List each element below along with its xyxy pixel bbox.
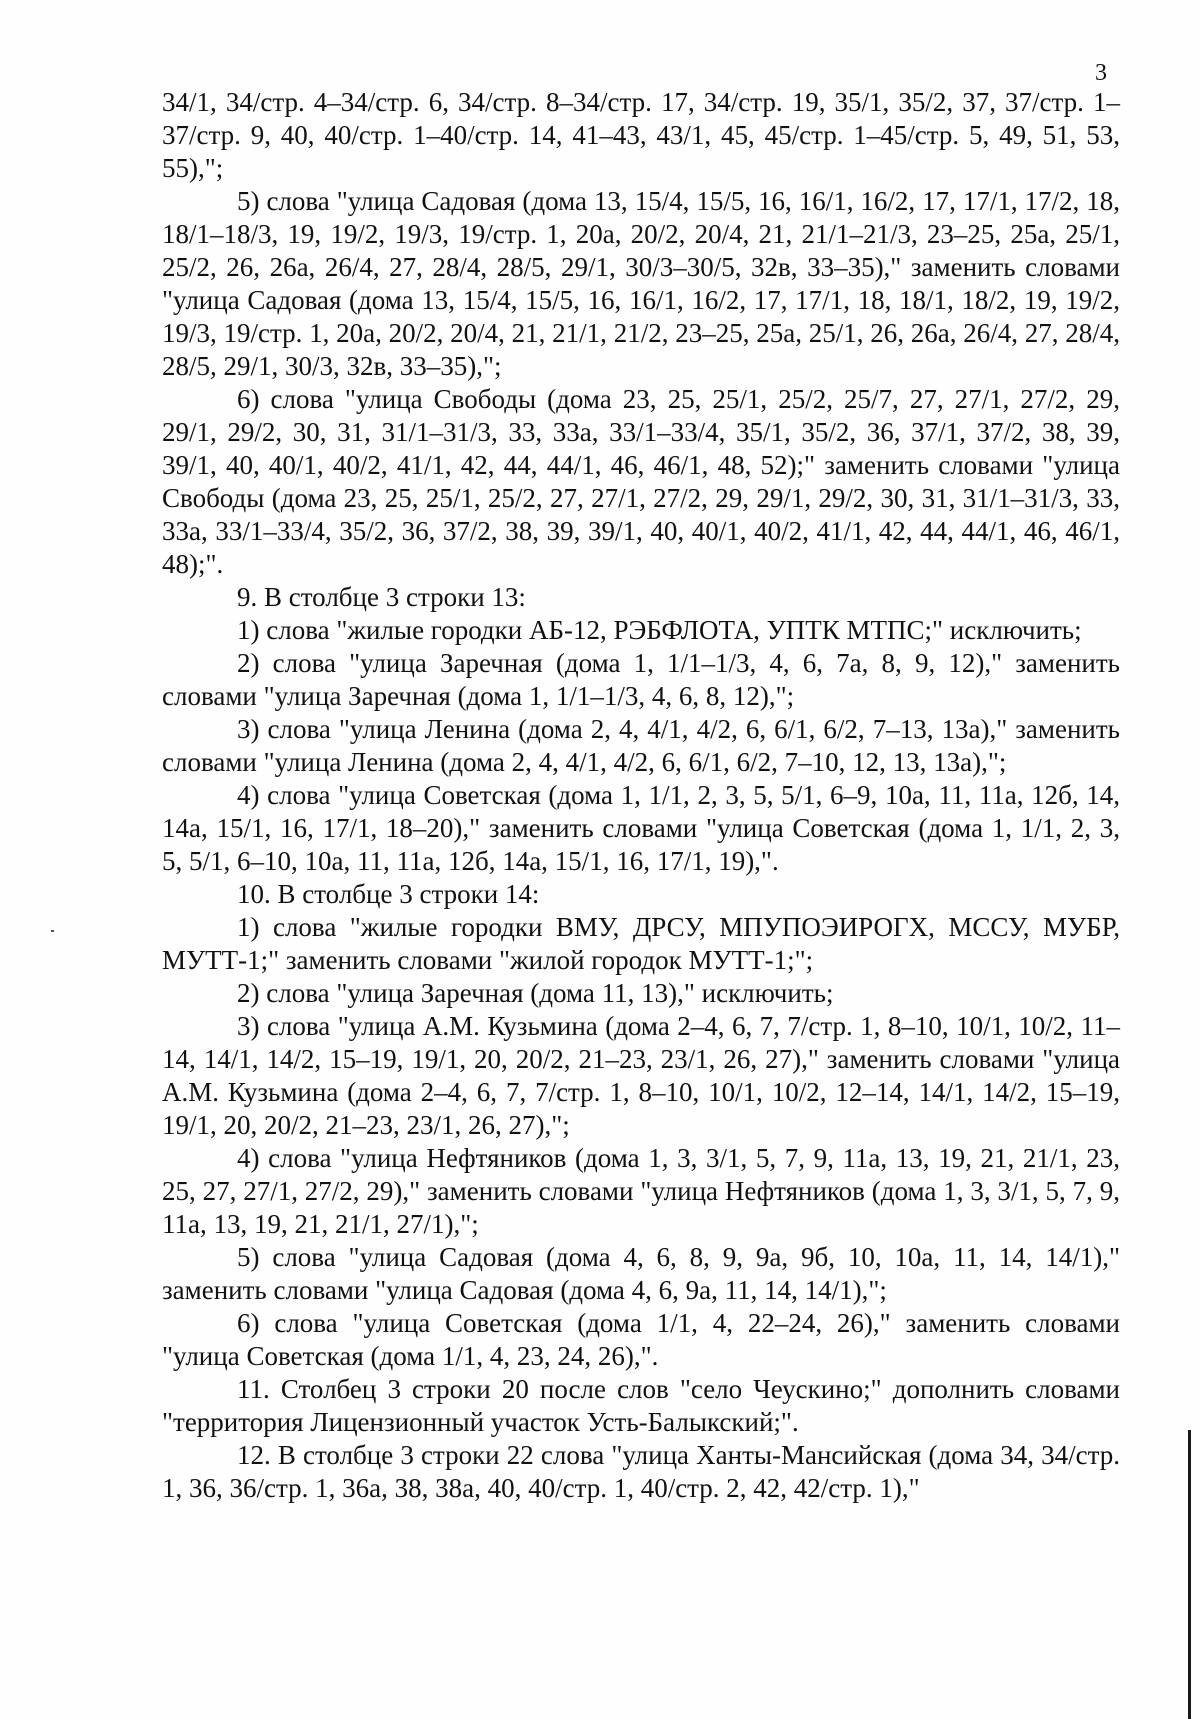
paragraph: 2) слова "улица Заречная (дома 1, 1/1–1/3, 4, 6, 7а, 8, 9, 12)," заменить словами "улица Заречная (дома 1, 1/1–1/3, 4, 6, 8, 12),";	[162, 648, 1120, 711]
page-number: 3	[1095, 60, 1107, 86]
paragraph: 1) слова "жилые городки АБ-12, РЭБФЛОТА, УПТК МТПС;" исключить;	[237, 615, 1082, 645]
paragraph: 2) слова "улица Заречная (дома 11, 13)," исключить;	[237, 978, 834, 1008]
scan-edge-line	[1188, 1430, 1191, 1719]
paragraph: 3) слова "улица А.М. Кузьмина (дома 2–4, 6, 7, 7/стр. 1, 8–10, 10/1, 10/2, 11–14, 14/1, 14/2, 15–19, 19/1, 20, 20/2, 21–23, 23/1, 26, 27)," заменить словами "улица А.М. Кузьмина (дома 2–4, 6, 7, 7/стр. 1, 8–10, 10/1, 10/2, 12–14, 14/1, 14/2, 15–19, 19/1, 20, 20/2, 21–23, 23/1, 26, 27),";	[162, 1011, 1120, 1140]
paragraph: 1) слова "жилые городки ВМУ, ДРСУ, МПУПОЭИРОГХ, МССУ, МУБР, МУТТ-1;" заменить словами "жилой городок МУТТ-1;";	[162, 912, 1120, 975]
paragraph: 5) слова "улица Садовая (дома 4, 6, 8, 9, 9а, 9б, 10, 10а, 11, 14, 14/1)," заменить словами "улица Садовая (дома 4, 6, 9а, 11, 14, 14/1),";	[162, 1242, 1120, 1305]
paragraph: 3) слова "улица Ленина (дома 2, 4, 4/1, 4/2, 6, 6/1, 6/2, 7–13, 13а)," заменить словами "улица Ленина (дома 2, 4, 4/1, 4/2, 6, 6/1, 6/2, 7–10, 12, 13, 13а),";	[162, 714, 1120, 777]
paragraph: 5) слова "улица Садовая (дома 13, 15/4, 15/5, 16, 16/1, 16/2, 17, 17/1, 17/2, 18, 18/1–18/3, 19, 19/2, 19/3, 19/стр. 1, 20а, 20/2, 20/4, 21, 21/1–21/3, 23–25, 25а, 25/1, 25/2, 26, 26а, 26/4, 27, 28/4, 28/5, 29/1, 30/3–30/5, 32в, 33–35)," заменить словами "улица Садовая (дома 13, 15/4, 15/5, 16, 16/1, 16/2, 17, 17/1, 18, 18/1, 18/2, 19, 19/2, 19/3, 19/стр. 1, 20а, 20/2, 20/4, 21, 21/1, 21/2, 23–25, 25а, 25/1, 26, 26а, 26/4, 27, 28/4, 28/5, 29/1, 30/3, 32в, 33–35),";	[162, 186, 1120, 381]
paragraph: 12. В столбце 3 строки 22 слова "улица Ханты-Мансийская (дома 34, 34/стр. 1, 36, 36/стр. 1, 36а, 38, 38а, 40, 40/стр. 1, 40/стр. 2, 42, 42/стр. 1),"	[162, 1440, 1120, 1503]
paragraph: 6) слова "улица Советская (дома 1/1, 4, 22–24, 26)," заменить словами "улица Советская (дома 1/1, 4, 23, 24, 26),".	[162, 1308, 1120, 1371]
paragraph: 4) слова "улица Нефтяников (дома 1, 3, 3/1, 5, 7, 9, 11а, 13, 19, 21, 21/1, 23, 25, 27, 27/1, 27/2, 29)," заменить словами "улица Нефтяников (дома 1, 3, 3/1, 5, 7, 9, 11а, 13, 19, 21, 21/1, 27/1),";	[162, 1143, 1120, 1239]
section-heading: 9. В столбце 3 строки 13:	[237, 582, 526, 612]
section-heading: 10. В столбце 3 строки 14:	[237, 879, 540, 909]
document-body	[162, 86, 1120, 1505]
paragraph: 11. Столбец 3 строки 20 после слов "село Чеускино;" дополнить словами "территория Лицензионный участок Усть-Балыкский;".	[162, 1374, 1120, 1437]
scan-speck	[51, 930, 54, 932]
paragraph: 6) слова "улица Свободы (дома 23, 25, 25/1, 25/2, 25/7, 27, 27/1, 27/2, 29, 29/1, 29/2, 30, 31, 31/1–31/3, 33, 33а, 33/1–33/4, 35/1, 35/2, 36, 37/1, 37/2, 38, 39, 39/1, 40, 40/1, 40/2, 41/1, 42, 44, 44/1, 46, 46/1, 48, 52);" заменить словами "улица Свободы (дома 23, 25, 25/1, 25/2, 27, 27/1, 27/2, 29, 29/1, 29/2, 30, 31, 31/1–31/3, 33, 33а, 33/1–33/4, 35/2, 36, 37/2, 38, 39, 39/1, 40, 40/1, 40/2, 41/1, 42, 44, 44/1, 46, 46/1, 48);".	[162, 384, 1120, 579]
paragraph: 34/1, 34/стр. 4–34/стр. 6, 34/стр. 8–34/стр. 17, 34/стр. 19, 35/1, 35/2, 37, 37/стр. 1–37/стр. 9, 40, 40/стр. 1–40/стр. 14, 41–43, 43/1, 45, 45/стр. 1–45/стр. 5, 49, 51, 53, 55),";	[162, 87, 1120, 183]
paragraph: 4) слова "улица Советская (дома 1, 1/1, 2, 3, 5, 5/1, 6–9, 10а, 11, 11а, 12б, 14, 14а, 15/1, 16, 17/1, 18–20)," заменить словами "улица Советская (дома 1, 1/1, 2, 3, 5, 5/1, 6–10, 10а, 11, 11а, 12б, 14а, 15/1, 16, 17/1, 19),".	[162, 780, 1120, 876]
